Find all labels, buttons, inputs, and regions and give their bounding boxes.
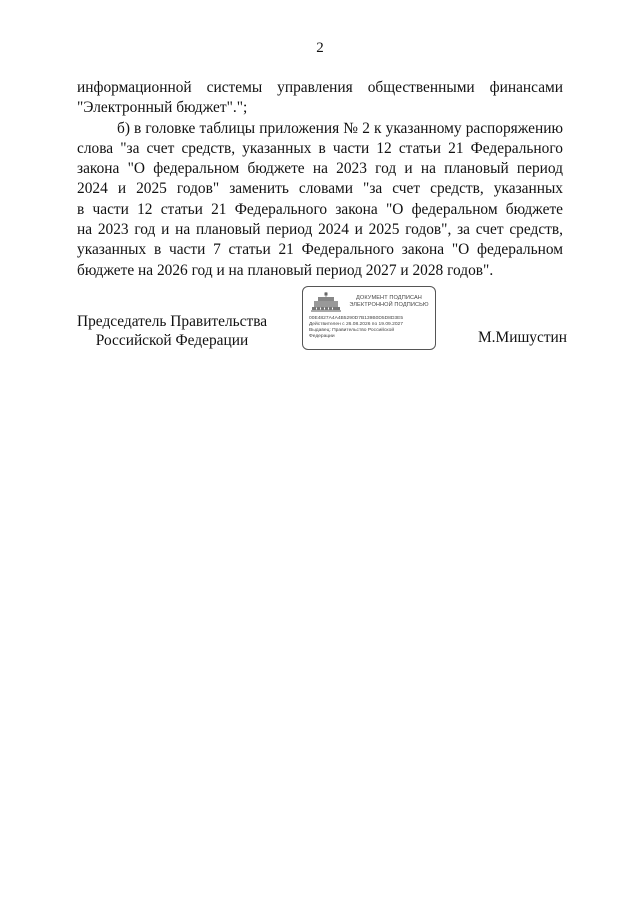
body-line: "Электронный бюджет"."; <box>77 99 248 117</box>
body-line: б) в головке таблицы приложения № 2 к указанному распоряжению <box>117 119 563 137</box>
body-line: указанных в части 7 статьи 21 Федерального закона "О федеральном <box>77 241 563 259</box>
stamp-title-line: ЭЛЕКТРОННОЙ ПОДПИСЬЮ <box>349 302 429 308</box>
stamp-certificate: 00E4827A4A4B5290D7B139B0D5D8D3E5 <box>309 316 404 321</box>
signatory-position-line: Председатель Правительства <box>77 313 268 330</box>
electronic-signature-stamp <box>302 286 436 350</box>
body-line: информационной системы управления общественными финансами <box>77 79 563 96</box>
body-line: 2024 и 2025 годов" заменить словами "за счет средств, указанных <box>77 180 563 198</box>
page-number: 2 <box>316 40 324 56</box>
stamp-title <box>343 295 435 309</box>
body-line: закона "О федеральном бюджете на 2023 год и на плановый период <box>77 160 563 178</box>
document-body <box>77 78 563 281</box>
stamp-title-line: ДОКУМЕНТ ПОДПИСАН <box>356 295 422 301</box>
stamp-issuer: Федерации <box>309 334 335 340</box>
stamp-issuer: Выдавец: Правительство Российской <box>309 328 395 334</box>
signatory-position <box>77 312 267 350</box>
body-line: слова "за счет средств, указанных в части 12 статьи 21 Федерального <box>77 139 563 157</box>
body-line: бюджете на 2026 год и на плановый период 2027 и 2028 годов". <box>77 261 494 279</box>
stamp-validity: Действителен с 26.08.2026 по 19.09.2027 <box>309 322 403 328</box>
signatory-name: М.Мишустин <box>478 329 568 346</box>
body-line: на 2023 год и на плановый период 2024 и 2025 годов", за счет средств, <box>77 221 563 239</box>
stamp-details <box>309 316 403 340</box>
signatory-position-line: Российской Федерации <box>95 332 249 349</box>
government-building-emblem-icon <box>311 292 341 314</box>
body-line: в части 12 статьи 21 Федерального закона "О федеральном бюджете <box>77 200 563 218</box>
